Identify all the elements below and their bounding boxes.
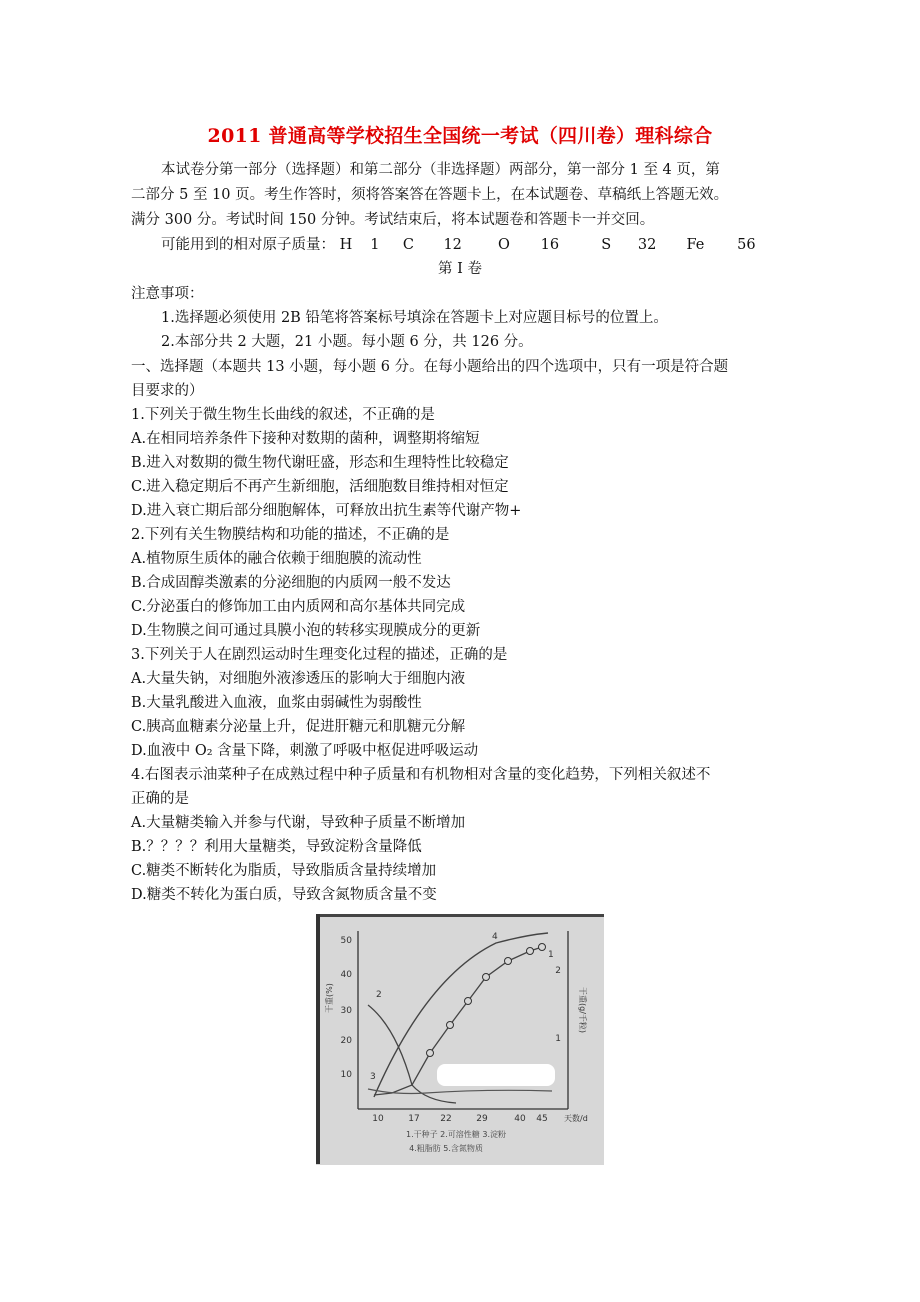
figure-legend: 1.干种子 2.可溶性糖 3.淀粉 [406, 1130, 506, 1139]
atomic-mass-value: 1 [370, 237, 380, 253]
atomic-mass-line [161, 235, 756, 255]
x-tick: 45 [536, 1114, 548, 1124]
question-option: A.大量糖类输入并参与代谢，导致种子质量不断增加 [131, 815, 466, 831]
section-heading: 目要求的） [131, 383, 204, 399]
x-tick: 10 [372, 1114, 384, 1124]
atomic-mass-symbol: H [339, 237, 353, 253]
y-left-tick: 50 [340, 936, 352, 946]
curve-label: 4 [492, 932, 498, 942]
question-option: A.植物原生质体的融合依赖于细胞膜的流动性 [131, 551, 422, 567]
notice-item: 2.本部分共 2 大题，21 小题。每小题 6 分，共 126 分。 [161, 334, 533, 350]
atomic-mass-value: 32 [637, 237, 657, 253]
question-option: B.大量乳酸进入血液，血浆由弱碱性为弱酸性 [131, 695, 422, 711]
y-right-tick: 1 [555, 1034, 561, 1044]
x-axis-label: 天数/d [564, 1114, 588, 1123]
curve-1-point [527, 948, 534, 955]
question-option: D.生物膜之间可通过具膜小泡的转移实现膜成分的更新 [131, 623, 481, 639]
figure-legend: 4.粗脂肪 5.含氮物质 [409, 1144, 483, 1153]
figure-chart [316, 917, 604, 1165]
question-stem: 2.下列有关生物膜结构和功能的描述，不正确的是 [131, 527, 450, 543]
question-stem: 1.下列关于微生物生长曲线的叙述，不正确的是 [131, 407, 435, 423]
question-stem: 3.下列关于人在剧烈运动时生理变化过程的描述，正确的是 [131, 647, 508, 663]
intro-line: 满分 300 分。考试时间 150 分钟。考试结束后，将本试题卷和答题卡一并交回。 [131, 212, 655, 228]
question-option: B.进入对数期的微生物代谢旺盛，形态和生理特性比较稳定 [131, 455, 509, 471]
curve-1-point [447, 1022, 454, 1029]
section-heading: 一、选择题（本题共 13 小题，每小题 6 分。在每小题给出的四个选项中，只有一项是符合题 [131, 359, 729, 375]
intro-line: 二部分 5 至 10 页。考生作答时，须将答案答在答题卡上，在本试题卷、草稿纸上答题无效。 [131, 187, 729, 203]
intro-line: 本试卷分第一部分（选择题）和第二部分（非选择题）两部分，第一部分 1 至 4 页，第 [161, 162, 720, 178]
question-option: C.糖类不断转化为脂质，导致脂质含量持续增加 [131, 863, 437, 879]
question-option: C.分泌蛋白的修饰加工由内质网和高尔基体共同完成 [131, 599, 466, 615]
question-option: D.进入衰亡期后部分细胞解体，可释放出抗生素等代谢产物+ [131, 503, 522, 519]
notice-item: 1.选择题必须使用 2B 铅笔将答案标号填涂在答题卡上对应题目标号的位置上。 [161, 310, 668, 326]
atomic-mass-symbol: S [601, 237, 612, 253]
y-left-tick: 20 [340, 1036, 352, 1046]
x-tick: 22 [440, 1114, 452, 1124]
curve-label: 2 [376, 990, 382, 1000]
x-tick: 29 [476, 1114, 488, 1124]
atomic-mass-value: 56 [737, 237, 756, 253]
question-stem: 4.右图表示油菜种子在成熟过程中种子质量和有机物相对含量的变化趋势，下列相关叙述不 [131, 767, 711, 783]
y-right-tick: 2 [555, 966, 561, 976]
figure-border [316, 914, 320, 1164]
curve-1-point [483, 974, 490, 981]
y-right-label: 干重(g/千粒) [578, 987, 587, 1034]
question-option: A.在相同培养条件下接种对数期的菌种，调整期将缩短 [131, 431, 480, 447]
notice-title: 注意事项： [131, 286, 204, 302]
question-option: D.血液中 O₂ 含量下降，刺激了呼吸中枢促进呼吸运动 [131, 743, 479, 759]
x-tick: 17 [408, 1114, 420, 1124]
question-option: B.？？？？利用大量糖类，导致淀粉含量降低 [131, 839, 422, 855]
y-left-label: 干重(%) [325, 983, 334, 1013]
atomic-mass-symbol: O [498, 237, 510, 253]
y-left-tick: 30 [340, 1006, 352, 1016]
question-option: C.进入稳定期后不再产生新细胞，活细胞数目维持相对恒定 [131, 479, 509, 495]
question-option: B.合成固醇类激素的分泌细胞的内质网一般不发达 [131, 575, 451, 591]
question-option: A.大量失钠，对细胞外液渗透压的影响大于细胞内液 [131, 671, 466, 687]
curve-label: 1 [548, 950, 554, 960]
y-left-tick: 10 [340, 1070, 352, 1080]
atomic-mass-value: 12 [443, 237, 462, 253]
curve-1-point [465, 998, 472, 1005]
atomic-mass-symbol: C [402, 237, 414, 253]
curve-1-point [505, 958, 512, 965]
curve-2 [368, 1005, 456, 1103]
seed-maturation-figure [316, 914, 604, 1165]
atomic-mass-label: 可能用到的相对原子质量： [161, 237, 335, 253]
curve-label: 3 [370, 1072, 376, 1082]
y-left-tick: 40 [340, 970, 352, 980]
curve-1-point [427, 1050, 434, 1057]
question-option: C.胰高血糖素分泌量上升，促进肝糖元和肌糖元分解 [131, 719, 466, 735]
atomic-mass-value: 16 [540, 237, 560, 253]
question-option: D.糖类不转化为蛋白质，导致含氮物质含量不变 [131, 887, 437, 903]
curve-1-point [539, 944, 546, 951]
x-tick: 40 [514, 1114, 526, 1124]
volume-heading: 第 I 卷 [438, 261, 482, 277]
atomic-mass-symbol: Fe [686, 237, 705, 253]
question-stem: 正确的是 [131, 791, 189, 807]
scan-whiteout [437, 1064, 555, 1086]
exam-title: 2011 普通高等学校招生全国统一考试（四川卷）理科综合 [207, 125, 713, 147]
